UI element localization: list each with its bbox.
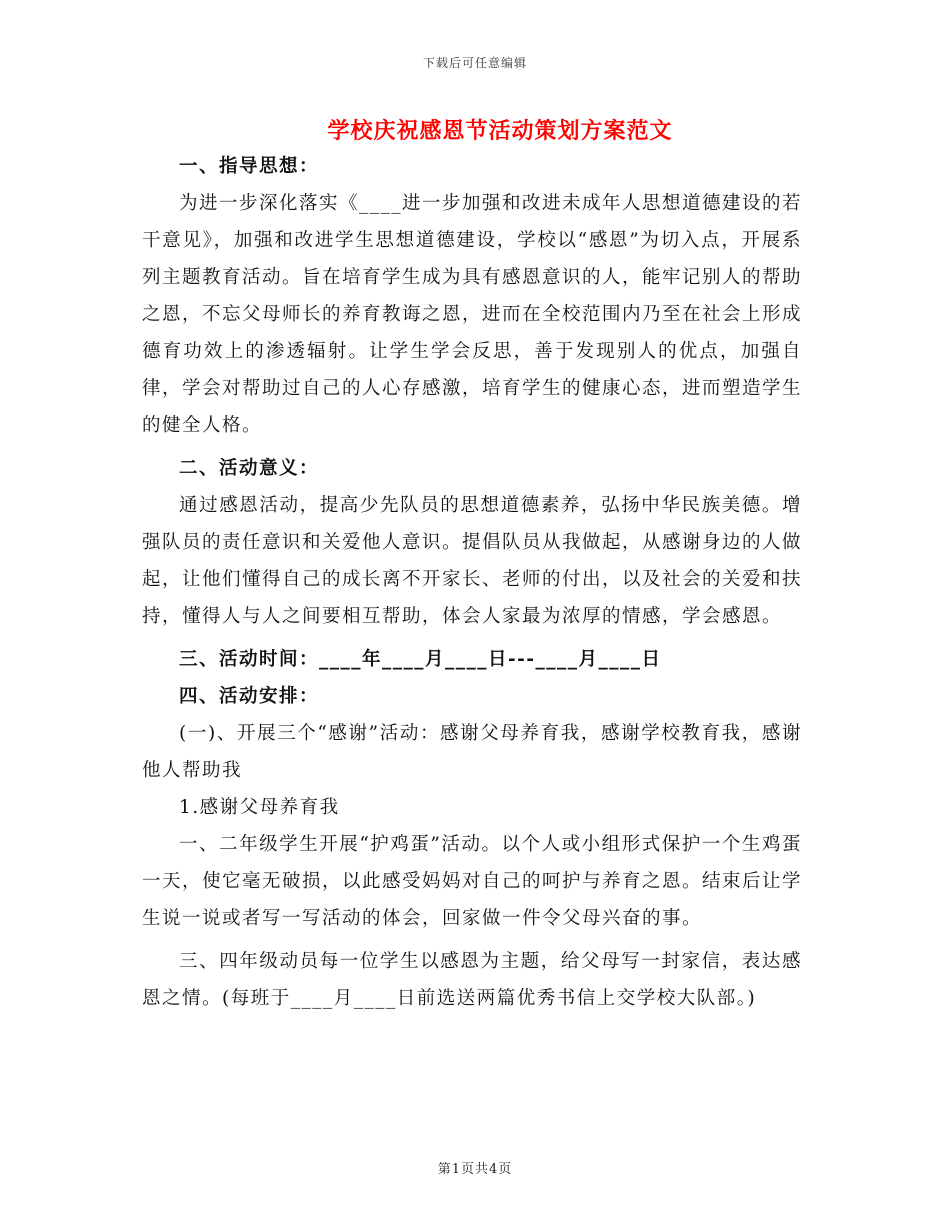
section-heading-significance: 二、活动意义： — [179, 458, 320, 479]
section-heading-guiding-thought: 一、指导思想： — [179, 156, 320, 177]
document-title: 学校庆祝感恩节活动策划方案范文 — [327, 118, 673, 144]
paragraph-guiding-thought: 为进一步深化落实《____进一步加强和改进未成年人思想道德建设的若干意见》，加强和改进学生思想道德建设，学校以“感恩”为切入点，开展系列主题教育活动。旨在培育学生成为具有感恩意识的人，能牢记别人的帮助之恩，不忘父母师长的养育教诲之恩，进而在全校范围内乃至在社会上形成德育功效上的渗透辐射。让学生学会反思，善于发现别人的优点，加强自律，学会对帮助过自己的人心存感激，培育学生的健康心态，进而塑造学生的健全人格。 — [142, 193, 803, 436]
subheading-thank-parents: 1.感谢父母养育我 — [179, 797, 340, 818]
paragraph-significance: 通过感恩活动，提高少先队员的思想道德素养，弘扬中华民族美德。增强队员的责任意识和关爱他人意识。提倡队员从我做起，从感谢身边的人做起，让他们懂得自己的成长离不开家长、老师的付出，以及社会的关爱和扶持，懂得人与人之间要相互帮助，体会人家最为浓厚的情感，学会感恩。 — [142, 495, 803, 627]
document-body — [142, 148, 802, 1017]
page-footer: 第1页共4页 — [437, 1162, 513, 1177]
section-heading-arrangement: 四、活动安排： — [179, 686, 320, 707]
paragraph-three-thanks: (一)、开展三个“感谢”活动：感谢父母养育我，感谢学校教育我，感谢他人帮助我 — [142, 723, 802, 781]
section-heading-activity-time: 三、活动时间：____年____月____日---____月____日 — [179, 649, 662, 670]
header-note: 下载后可任意编辑 — [422, 56, 527, 70]
paragraph-grade-one-two: 一、二年级学生开展“护鸡蛋”活动。以个人或小组形式保护一个生鸡蛋一天，使它毫无破损，以此感受妈妈对自己的呵护与养育之恩。结束后让学生说一说或者写一写活动的体会，回家做一件令父母兴奋的事。 — [142, 834, 803, 929]
paragraph-grade-three-four: 三、四年级动员每一位学生以感恩为主题，给父母写一封家信，表达感恩之情。(每班于____月____日前选送两篇优秀书信上交学校大队部。) — [142, 951, 802, 1009]
